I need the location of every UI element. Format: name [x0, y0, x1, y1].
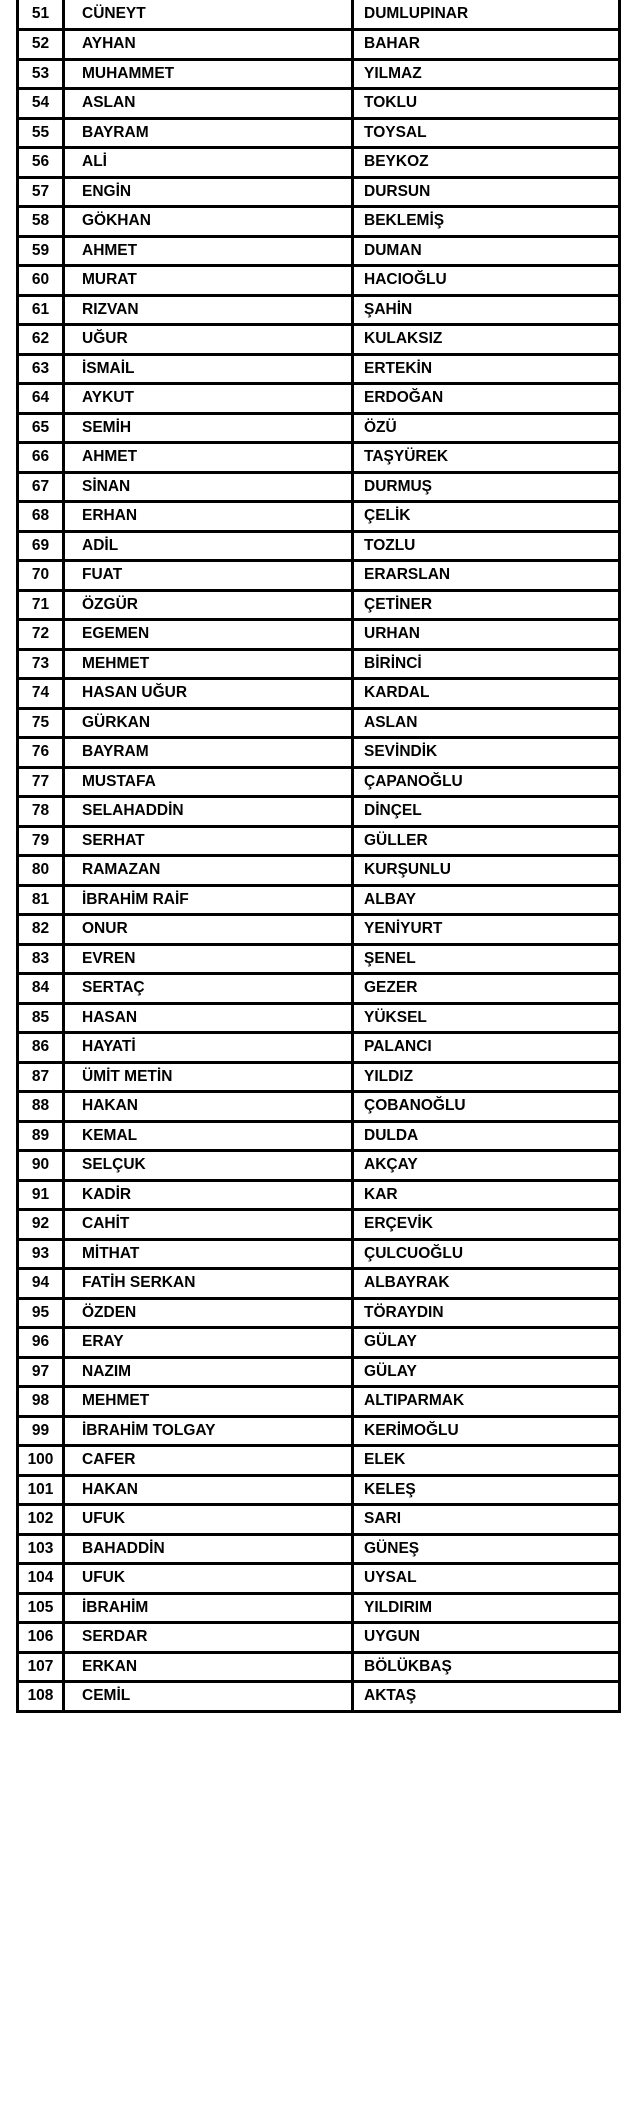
first-name-cell: EGEMEN [64, 620, 353, 650]
table-row [18, 620, 620, 650]
row-number-cell: 66 [18, 443, 64, 473]
row-number-cell: 80 [18, 856, 64, 886]
row-number-cell: 65 [18, 413, 64, 443]
table-row [18, 1623, 620, 1653]
first-name-cell: UFUK [64, 1505, 353, 1535]
last-name-cell: ÇAPANOĞLU [353, 767, 620, 797]
row-number-cell: 103 [18, 1534, 64, 1564]
last-name-cell: KURŞUNLU [353, 856, 620, 886]
table-row [18, 1682, 620, 1712]
last-name-cell: ERARSLAN [353, 561, 620, 591]
first-name-cell: ÜMİT METİN [64, 1062, 353, 1092]
first-name-cell: RIZVAN [64, 295, 353, 325]
row-number-cell: 107 [18, 1652, 64, 1682]
last-name-cell: ÇULCUOĞLU [353, 1239, 620, 1269]
table-row [18, 443, 620, 473]
row-number-cell: 64 [18, 384, 64, 414]
first-name-cell: MEHMET [64, 649, 353, 679]
last-name-cell: HACIOĞLU [353, 266, 620, 296]
last-name-cell: BEYKOZ [353, 148, 620, 178]
last-name-cell: ERÇEVİK [353, 1210, 620, 1240]
last-name-cell: SARI [353, 1505, 620, 1535]
first-name-cell: MEHMET [64, 1387, 353, 1417]
table-row [18, 502, 620, 532]
row-number-cell: 53 [18, 59, 64, 89]
last-name-cell: ŞENEL [353, 944, 620, 974]
last-name-cell: GÜNEŞ [353, 1534, 620, 1564]
last-name-cell: DURSUN [353, 177, 620, 207]
last-name-cell: ALTIPARMAK [353, 1387, 620, 1417]
last-name-cell: GÜLAY [353, 1357, 620, 1387]
row-number-cell: 74 [18, 679, 64, 709]
last-name-cell: KULAKSIZ [353, 325, 620, 355]
name-list-table [16, 0, 621, 1713]
last-name-cell: DURMUŞ [353, 472, 620, 502]
table-row [18, 1269, 620, 1299]
table-row [18, 944, 620, 974]
first-name-cell: MUSTAFA [64, 767, 353, 797]
row-number-cell: 75 [18, 708, 64, 738]
last-name-cell: ERTEKİN [353, 354, 620, 384]
last-name-cell: ÇETİNER [353, 590, 620, 620]
first-name-cell: HAKAN [64, 1092, 353, 1122]
last-name-cell: AKTAŞ [353, 1682, 620, 1712]
first-name-cell: GÜRKAN [64, 708, 353, 738]
first-name-cell: CÜNEYT [64, 0, 353, 30]
row-number-cell: 63 [18, 354, 64, 384]
last-name-cell: ERDOĞAN [353, 384, 620, 414]
first-name-cell: AYHAN [64, 30, 353, 60]
row-number-cell: 87 [18, 1062, 64, 1092]
table-row [18, 325, 620, 355]
table-row [18, 767, 620, 797]
first-name-cell: İBRAHİM [64, 1593, 353, 1623]
row-number-cell: 99 [18, 1416, 64, 1446]
table-row [18, 1151, 620, 1181]
table-row [18, 354, 620, 384]
first-name-cell: SİNAN [64, 472, 353, 502]
last-name-cell: BAHAR [353, 30, 620, 60]
first-name-cell: HAKAN [64, 1475, 353, 1505]
last-name-cell: KERİMOĞLU [353, 1416, 620, 1446]
first-name-cell: MURAT [64, 266, 353, 296]
row-number-cell: 58 [18, 207, 64, 237]
last-name-cell: KAR [353, 1180, 620, 1210]
table-row [18, 738, 620, 768]
table-row [18, 1210, 620, 1240]
first-name-cell: CEMİL [64, 1682, 353, 1712]
first-name-cell: İBRAHİM RAİF [64, 885, 353, 915]
table-row [18, 1505, 620, 1535]
first-name-cell: ENGİN [64, 177, 353, 207]
table-row [18, 1387, 620, 1417]
row-number-cell: 51 [18, 0, 64, 30]
row-number-cell: 83 [18, 944, 64, 974]
first-name-cell: MİTHAT [64, 1239, 353, 1269]
table-row [18, 384, 620, 414]
last-name-cell: KARDAL [353, 679, 620, 709]
row-number-cell: 67 [18, 472, 64, 502]
row-number-cell: 55 [18, 118, 64, 148]
table-row [18, 1328, 620, 1358]
last-name-cell: ALBAYRAK [353, 1269, 620, 1299]
table-row [18, 1180, 620, 1210]
first-name-cell: HASAN UĞUR [64, 679, 353, 709]
first-name-cell: CAFER [64, 1446, 353, 1476]
row-number-cell: 85 [18, 1003, 64, 1033]
last-name-cell: ŞAHİN [353, 295, 620, 325]
first-name-cell: BAYRAM [64, 738, 353, 768]
first-name-cell: SERHAT [64, 826, 353, 856]
table-row [18, 118, 620, 148]
first-name-cell: CAHİT [64, 1210, 353, 1240]
table-row [18, 1564, 620, 1594]
table-row [18, 177, 620, 207]
first-name-cell: BAYRAM [64, 118, 353, 148]
first-name-cell: UĞUR [64, 325, 353, 355]
last-name-cell: URHAN [353, 620, 620, 650]
row-number-cell: 57 [18, 177, 64, 207]
first-name-cell: ONUR [64, 915, 353, 945]
last-name-cell: TÖRAYDIN [353, 1298, 620, 1328]
table-row [18, 148, 620, 178]
row-number-cell: 84 [18, 974, 64, 1004]
first-name-cell: AHMET [64, 443, 353, 473]
last-name-cell: ALBAY [353, 885, 620, 915]
row-number-cell: 61 [18, 295, 64, 325]
first-name-cell: UFUK [64, 1564, 353, 1594]
row-number-cell: 70 [18, 561, 64, 591]
last-name-cell: UYGUN [353, 1623, 620, 1653]
first-name-cell: KEMAL [64, 1121, 353, 1151]
last-name-cell: YILDIRIM [353, 1593, 620, 1623]
last-name-cell: TAŞYÜREK [353, 443, 620, 473]
table-row [18, 1416, 620, 1446]
row-number-cell: 82 [18, 915, 64, 945]
first-name-cell: AHMET [64, 236, 353, 266]
first-name-cell: ERKAN [64, 1652, 353, 1682]
last-name-cell: DUMLUPINAR [353, 0, 620, 30]
first-name-cell: GÖKHAN [64, 207, 353, 237]
row-number-cell: 95 [18, 1298, 64, 1328]
last-name-cell: YÜKSEL [353, 1003, 620, 1033]
first-name-cell: RAMAZAN [64, 856, 353, 886]
last-name-cell: SEVİNDİK [353, 738, 620, 768]
row-number-cell: 104 [18, 1564, 64, 1594]
table-row [18, 974, 620, 1004]
row-number-cell: 93 [18, 1239, 64, 1269]
table-row [18, 1534, 620, 1564]
first-name-cell: İBRAHİM TOLGAY [64, 1416, 353, 1446]
table-row [18, 856, 620, 886]
last-name-cell: PALANCI [353, 1033, 620, 1063]
row-number-cell: 78 [18, 797, 64, 827]
last-name-cell: AKÇAY [353, 1151, 620, 1181]
last-name-cell: UYSAL [353, 1564, 620, 1594]
last-name-cell: DUMAN [353, 236, 620, 266]
first-name-cell: HAYATİ [64, 1033, 353, 1063]
first-name-cell: ALİ [64, 148, 353, 178]
row-number-cell: 94 [18, 1269, 64, 1299]
row-number-cell: 79 [18, 826, 64, 856]
table-row [18, 1593, 620, 1623]
first-name-cell: KADİR [64, 1180, 353, 1210]
table-row [18, 561, 620, 591]
row-number-cell: 72 [18, 620, 64, 650]
first-name-cell: EVREN [64, 944, 353, 974]
table-row [18, 30, 620, 60]
first-name-cell: İSMAİL [64, 354, 353, 384]
table-row [18, 649, 620, 679]
table-row [18, 1003, 620, 1033]
first-name-cell: BAHADDİN [64, 1534, 353, 1564]
row-number-cell: 86 [18, 1033, 64, 1063]
table-row [18, 1357, 620, 1387]
row-number-cell: 88 [18, 1092, 64, 1122]
row-number-cell: 98 [18, 1387, 64, 1417]
table-row [18, 708, 620, 738]
table-row [18, 266, 620, 296]
row-number-cell: 54 [18, 89, 64, 119]
row-number-cell: 100 [18, 1446, 64, 1476]
last-name-cell: ÇELİK [353, 502, 620, 532]
table-row [18, 1298, 620, 1328]
last-name-cell: GEZER [353, 974, 620, 1004]
row-number-cell: 59 [18, 236, 64, 266]
first-name-cell: ERAY [64, 1328, 353, 1358]
row-number-cell: 69 [18, 531, 64, 561]
table-row [18, 0, 620, 30]
last-name-cell: TOKLU [353, 89, 620, 119]
row-number-cell: 97 [18, 1357, 64, 1387]
first-name-cell: MUHAMMET [64, 59, 353, 89]
table-row [18, 1062, 620, 1092]
row-number-cell: 106 [18, 1623, 64, 1653]
first-name-cell: ÖZDEN [64, 1298, 353, 1328]
table-row [18, 207, 620, 237]
first-name-cell: ERHAN [64, 502, 353, 532]
last-name-cell: KELEŞ [353, 1475, 620, 1505]
table-row [18, 1092, 620, 1122]
row-number-cell: 92 [18, 1210, 64, 1240]
last-name-cell: GÜLAY [353, 1328, 620, 1358]
row-number-cell: 60 [18, 266, 64, 296]
last-name-cell: YILDIZ [353, 1062, 620, 1092]
last-name-cell: YILMAZ [353, 59, 620, 89]
first-name-cell: ADİL [64, 531, 353, 561]
first-name-cell: SERDAR [64, 1623, 353, 1653]
table-row [18, 295, 620, 325]
name-list-sheet [16, 0, 618, 1713]
table-row [18, 1121, 620, 1151]
row-number-cell: 81 [18, 885, 64, 915]
row-number-cell: 89 [18, 1121, 64, 1151]
row-number-cell: 62 [18, 325, 64, 355]
name-list-body [18, 0, 620, 1711]
table-row [18, 236, 620, 266]
first-name-cell: FATİH SERKAN [64, 1269, 353, 1299]
last-name-cell: GÜLLER [353, 826, 620, 856]
last-name-cell: ÇOBANOĞLU [353, 1092, 620, 1122]
row-number-cell: 105 [18, 1593, 64, 1623]
table-row [18, 1239, 620, 1269]
row-number-cell: 56 [18, 148, 64, 178]
last-name-cell: TOYSAL [353, 118, 620, 148]
table-row [18, 59, 620, 89]
last-name-cell: ASLAN [353, 708, 620, 738]
last-name-cell: DULDA [353, 1121, 620, 1151]
table-row [18, 826, 620, 856]
last-name-cell: BİRİNCİ [353, 649, 620, 679]
row-number-cell: 71 [18, 590, 64, 620]
table-row [18, 531, 620, 561]
row-number-cell: 52 [18, 30, 64, 60]
last-name-cell: DİNÇEL [353, 797, 620, 827]
row-number-cell: 108 [18, 1682, 64, 1712]
table-row [18, 590, 620, 620]
row-number-cell: 91 [18, 1180, 64, 1210]
row-number-cell: 77 [18, 767, 64, 797]
last-name-cell: TOZLU [353, 531, 620, 561]
first-name-cell: ÖZGÜR [64, 590, 353, 620]
table-row [18, 472, 620, 502]
table-row [18, 1446, 620, 1476]
first-name-cell: ASLAN [64, 89, 353, 119]
row-number-cell: 76 [18, 738, 64, 768]
table-row [18, 1033, 620, 1063]
first-name-cell: HASAN [64, 1003, 353, 1033]
first-name-cell: AYKUT [64, 384, 353, 414]
table-row [18, 1475, 620, 1505]
first-name-cell: SELAHADDİN [64, 797, 353, 827]
last-name-cell: YENİYURT [353, 915, 620, 945]
table-row [18, 679, 620, 709]
row-number-cell: 68 [18, 502, 64, 532]
first-name-cell: SERTAÇ [64, 974, 353, 1004]
row-number-cell: 102 [18, 1505, 64, 1535]
first-name-cell: FUAT [64, 561, 353, 591]
table-row [18, 885, 620, 915]
table-row [18, 797, 620, 827]
last-name-cell: ÖZÜ [353, 413, 620, 443]
row-number-cell: 90 [18, 1151, 64, 1181]
last-name-cell: BÖLÜKBAŞ [353, 1652, 620, 1682]
table-row [18, 1652, 620, 1682]
row-number-cell: 96 [18, 1328, 64, 1358]
last-name-cell: BEKLEMİŞ [353, 207, 620, 237]
table-row [18, 89, 620, 119]
first-name-cell: NAZIM [64, 1357, 353, 1387]
first-name-cell: SELÇUK [64, 1151, 353, 1181]
table-row [18, 413, 620, 443]
row-number-cell: 73 [18, 649, 64, 679]
first-name-cell: SEMİH [64, 413, 353, 443]
row-number-cell: 101 [18, 1475, 64, 1505]
table-row [18, 915, 620, 945]
last-name-cell: ELEK [353, 1446, 620, 1476]
